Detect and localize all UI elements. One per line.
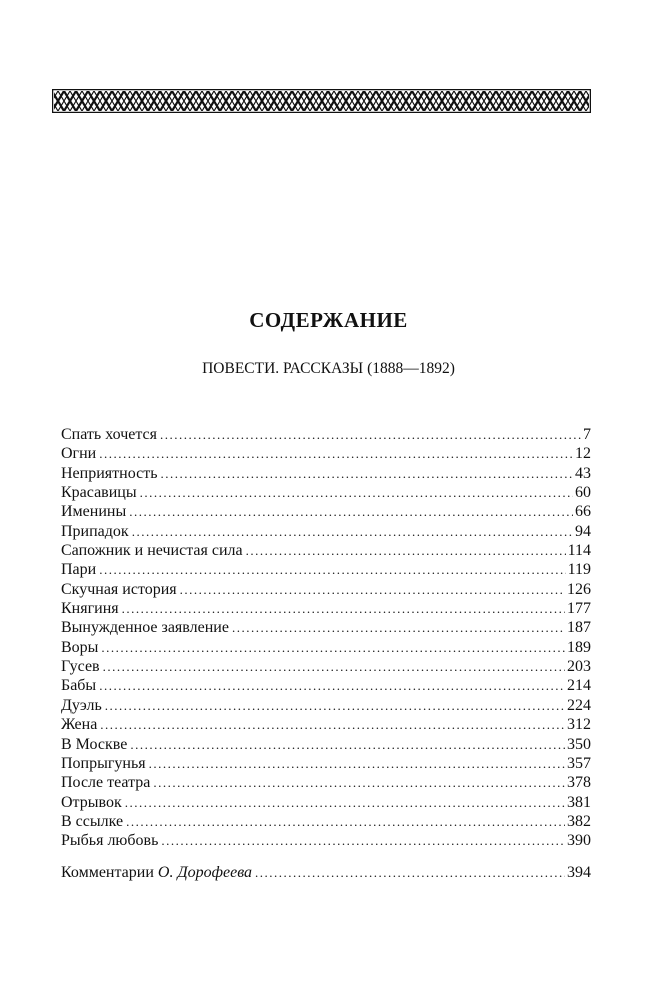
page-title: СОДЕРЖАНИЕ	[249, 308, 408, 332]
commentary-author: О. Дорофеева	[157, 864, 253, 881]
toc-entry	[61, 773, 591, 792]
toc-entry-title: Гусев	[61, 658, 100, 676]
toc-entry-title: Попрыгунья	[61, 754, 146, 772]
toc-entry-page: 66	[575, 503, 591, 521]
dot-leader	[153, 773, 565, 792]
toc-entry-page: 119	[567, 561, 591, 579]
dot-leader	[160, 464, 573, 483]
toc-entry-title: Скучная история	[61, 580, 177, 598]
toc-entry	[61, 483, 591, 502]
dot-leader	[132, 522, 573, 541]
toc-entry-page: 312	[567, 716, 591, 734]
toc-entry-page: 7	[583, 426, 591, 443]
toc-entry-title: Вынужденное заявление	[61, 619, 229, 637]
toc-entry	[61, 425, 591, 444]
commentary-label: Комментарии	[61, 864, 154, 881]
dot-leader	[122, 599, 565, 618]
toc-entry-page: 350	[567, 735, 591, 753]
toc-entry-page: 114	[567, 542, 591, 560]
toc-entry	[61, 560, 591, 579]
toc-entry-title: Дуэль	[61, 696, 102, 714]
toc-entry-page: 203	[567, 658, 591, 676]
toc-entry-page: 394	[567, 864, 591, 881]
toc-entry-page: 60	[575, 484, 591, 502]
toc-entry-title: В ссылке	[61, 812, 124, 830]
toc-entry-page: 12	[575, 445, 591, 463]
toc-entry	[61, 715, 591, 734]
toc-entry	[61, 618, 591, 637]
toc-entry-title: Неприятность	[61, 464, 158, 482]
dot-leader	[161, 831, 565, 850]
toc-entry	[61, 812, 591, 831]
toc-entry	[61, 793, 591, 812]
toc-entry-page: 187	[567, 619, 591, 637]
dot-leader	[101, 638, 565, 657]
toc-entry	[61, 444, 591, 463]
toc-entry-page: 390	[567, 832, 591, 850]
dot-leader	[140, 483, 573, 502]
toc-entry-page: 382	[567, 812, 591, 830]
toc-entry-page: 126	[567, 580, 591, 598]
toc-entry-title: Именины	[61, 503, 127, 521]
toc-entry-page: 357	[567, 754, 591, 772]
dot-leader	[246, 541, 566, 560]
toc-entry	[61, 657, 591, 676]
toc-entry-page: 224	[567, 696, 591, 714]
dot-leader	[100, 715, 565, 734]
toc-entry	[61, 831, 591, 850]
toc-entry-title: Спать хочется	[61, 426, 157, 443]
toc-entry-title: Огни	[61, 445, 97, 463]
toc-entry-title: Бабы	[61, 677, 97, 695]
toc-entry-title: Жена	[61, 716, 98, 734]
toc-entry-commentary	[61, 863, 591, 882]
toc-entry	[61, 522, 591, 541]
dot-leader	[99, 676, 565, 695]
toc-entry-title: Воры	[61, 638, 99, 656]
toc-entry	[61, 676, 591, 695]
toc-entry-page: 214	[567, 677, 591, 695]
toc-entry-title: Рыбья любовь	[61, 832, 159, 850]
toc-entry-title: Сапожник и нечистая сила	[61, 542, 243, 560]
toc-entry-page: 43	[575, 464, 591, 482]
dot-leader	[130, 735, 565, 754]
toc-entry	[61, 580, 591, 599]
table-of-contents	[61, 425, 591, 851]
toc-entry-page: 94	[575, 522, 591, 540]
dot-leader	[160, 425, 581, 444]
toc-entry	[61, 638, 591, 657]
toc-entry	[61, 464, 591, 483]
toc-entry-page: 177	[567, 600, 591, 618]
toc-entry-title: В Москве	[61, 735, 128, 753]
toc-entry-page: 189	[567, 638, 591, 656]
toc-entry	[61, 754, 591, 773]
toc-entry	[61, 502, 591, 521]
toc-entry	[61, 599, 591, 618]
dot-leader	[255, 863, 565, 882]
dot-leader	[149, 754, 565, 773]
toc-entry	[61, 735, 591, 754]
toc-entry-title	[61, 863, 255, 882]
dot-leader	[105, 696, 565, 715]
decorative-lattice-border	[52, 89, 591, 113]
dot-leader	[99, 560, 565, 579]
toc-entry-page: 378	[567, 774, 591, 792]
toc-entry-page: 381	[567, 793, 591, 811]
toc-entry	[61, 696, 591, 715]
dot-leader	[232, 618, 565, 637]
toc-entry-title: Припадок	[61, 522, 129, 540]
toc-entry-title: Пари	[61, 561, 97, 579]
toc-entry-title: Княгиня	[61, 600, 119, 618]
toc-entry-title: Красавицы	[61, 484, 137, 502]
toc-entry-title: Отрывок	[61, 793, 122, 811]
toc-entry-title: После театра	[61, 774, 151, 792]
section-title: ПОВЕСТИ. РАССКАЗЫ (1888—1892)	[202, 360, 455, 377]
dot-leader	[126, 812, 565, 831]
dot-leader	[103, 657, 565, 676]
dot-leader	[125, 793, 565, 812]
dot-leader	[180, 580, 565, 599]
dot-leader	[99, 444, 573, 463]
dot-leader	[129, 502, 573, 521]
toc-entry	[61, 541, 591, 560]
